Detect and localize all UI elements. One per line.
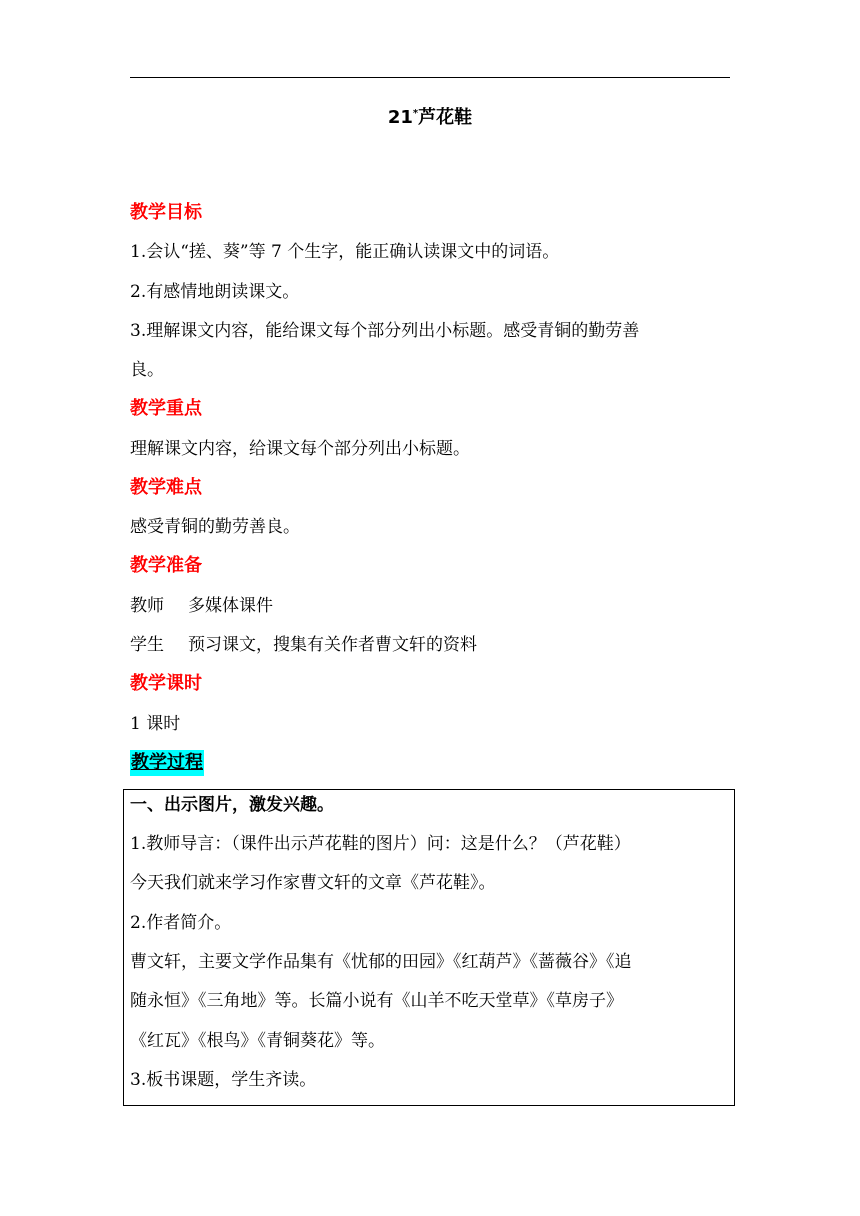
self-study-mark: * [412,108,419,119]
header-rule [130,77,730,78]
lesson-number: 21 [387,107,413,128]
focus-heading: 教学重点 [130,398,202,419]
prep-teacher-line [130,593,736,619]
focus-line-1: 理解课文内容，给课文每个部分列出小标题。 [130,439,470,459]
hours-heading: 教学课时 [130,673,202,694]
box-line-5: 随永恒》《三角地》等。长篇小说有《山羊不吃天堂草》《草房子》 [130,991,623,1011]
process-heading: 教学过程 [130,750,204,776]
goal-line-3: 3.理解课文内容，能给课文每个部分列出小标题。感受青铜的勤劳善 [130,321,640,341]
prep-heading: 教学准备 [130,555,202,576]
lesson-title [130,105,730,131]
difficulty-heading: 教学难点 [130,477,202,498]
goals-heading: 教学目标 [130,202,202,223]
goal-line-1: 1.会认“搓、葵”等 7 个生字，能正确认读课文中的词语。 [130,242,560,262]
hours-line-1: 1 课时 [130,714,181,734]
prep-student-role: 学生 [130,635,164,655]
process-table-box [123,789,735,1106]
box-line-4: 曹文轩，主要文学作品集有《忧郁的田园》《红葫芦》《蔷薇谷》《追 [130,952,632,972]
goal-line-4: 良。 [130,360,164,380]
box-line-6: 《红瓦》《根鸟》《青铜葵花》等。 [130,1031,385,1051]
prep-student-item: 预习课文，搜集有关作者曹文轩的资料 [188,635,477,655]
box-line-1: 1.教师导言：（课件出示芦花鞋的图片）问：这是什么？（芦花鞋） [130,834,631,854]
difficulty-line-1: 感受青铜的勤劳善良。 [130,517,300,537]
box-line-2: 今天我们就来学习作家曹文轩的文章《芦花鞋》。 [130,873,496,893]
box-line-7: 3.板书课题，学生齐读。 [130,1070,317,1090]
goal-line-2: 2.有感情地朗读课文。 [130,282,300,302]
prep-teacher-item: 多媒体课件 [188,596,273,616]
prep-teacher-role: 教师 [130,596,164,616]
lesson-name: 芦花鞋 [418,107,473,128]
box-heading: 一、出示图片，激发兴趣。 [130,795,334,815]
prep-student-line [130,632,736,658]
box-line-3: 2.作者简介。 [130,913,232,933]
